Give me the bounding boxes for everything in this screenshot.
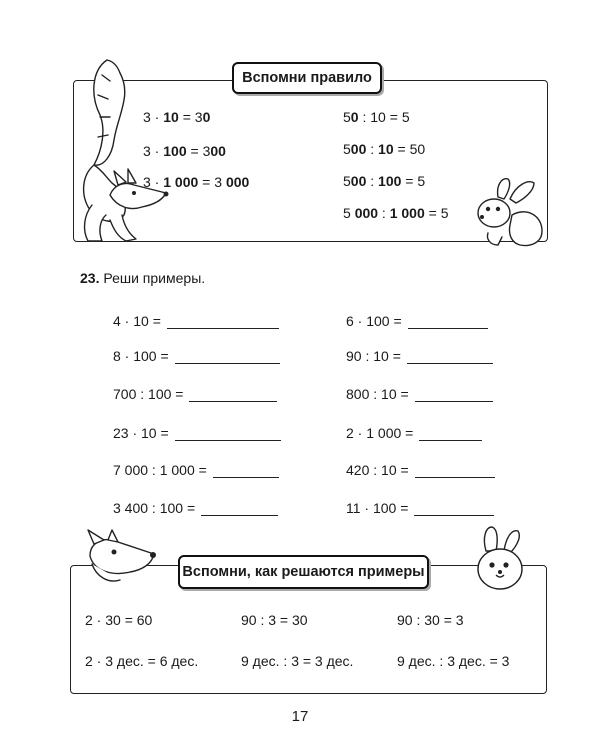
rule-left-eq: 3 · 100 = 300 [143,143,226,159]
task-heading [80,270,205,286]
rule-right-eq: 500 : 10 = 50 [343,141,426,157]
rabbit-head-illustration [468,525,532,593]
example-left: 23 · 10 = [113,425,281,441]
task-number: 23. [80,270,100,286]
example-left: 4 · 10 = [113,313,279,329]
solve-title: Вспомни, как решаются примеры [178,555,429,589]
task-text: Реши примеры. [99,270,206,286]
answer-line[interactable] [201,503,278,516]
rabbit-illustration [468,175,548,250]
answer-line[interactable] [407,351,493,364]
solve-example: 2 · 30 = 60 [85,612,153,628]
answer-line[interactable] [419,428,482,441]
solve-example: 90 : 3 = 30 [241,612,308,628]
solve-example: 90 : 30 = 3 [397,612,464,628]
rule-left-eq: 3 · 1 000 = 3 000 [143,174,250,190]
page-number: 17 [291,708,309,725]
rule-left-eq: 3 · 10 = 30 [143,109,211,125]
example-right: 6 · 100 = [346,313,488,329]
example-right: 420 : 10 = [346,462,495,478]
answer-line[interactable] [213,465,279,478]
answer-line[interactable] [414,503,494,516]
example-right: 90 : 10 = [346,348,493,364]
rule-right-eq: 500 : 100 = 5 [343,173,426,189]
example-right: 800 : 10 = [346,386,493,402]
answer-line[interactable] [408,316,488,329]
example-right: 11 · 100 = [346,500,494,516]
answer-line[interactable] [189,389,277,402]
rule-right-eq: 5 000 : 1 000 = 5 [343,205,449,221]
example-left: 8 · 100 = [113,348,280,364]
solve-example: 2 · 3 дес. = 6 дес. [85,653,199,669]
answer-line[interactable] [167,316,279,329]
example-right: 2 · 1 000 = [346,425,482,441]
answer-line[interactable] [415,465,495,478]
rule-title: Вспомни правило [232,62,382,94]
solve-example: 9 дес. : 3 дес. = 3 [397,653,510,669]
example-left: 7 000 : 1 000 = [113,462,279,478]
example-left: 3 400 : 100 = [113,500,278,516]
answer-line[interactable] [415,389,493,402]
answer-line[interactable] [175,428,281,441]
answer-line[interactable] [175,351,280,364]
rule-right-eq: 50 : 10 = 5 [343,109,410,125]
fox-head-illustration [80,530,158,590]
solve-example: 9 дес. : 3 = 3 дес. [241,653,354,669]
example-left: 700 : 100 = [113,386,277,402]
